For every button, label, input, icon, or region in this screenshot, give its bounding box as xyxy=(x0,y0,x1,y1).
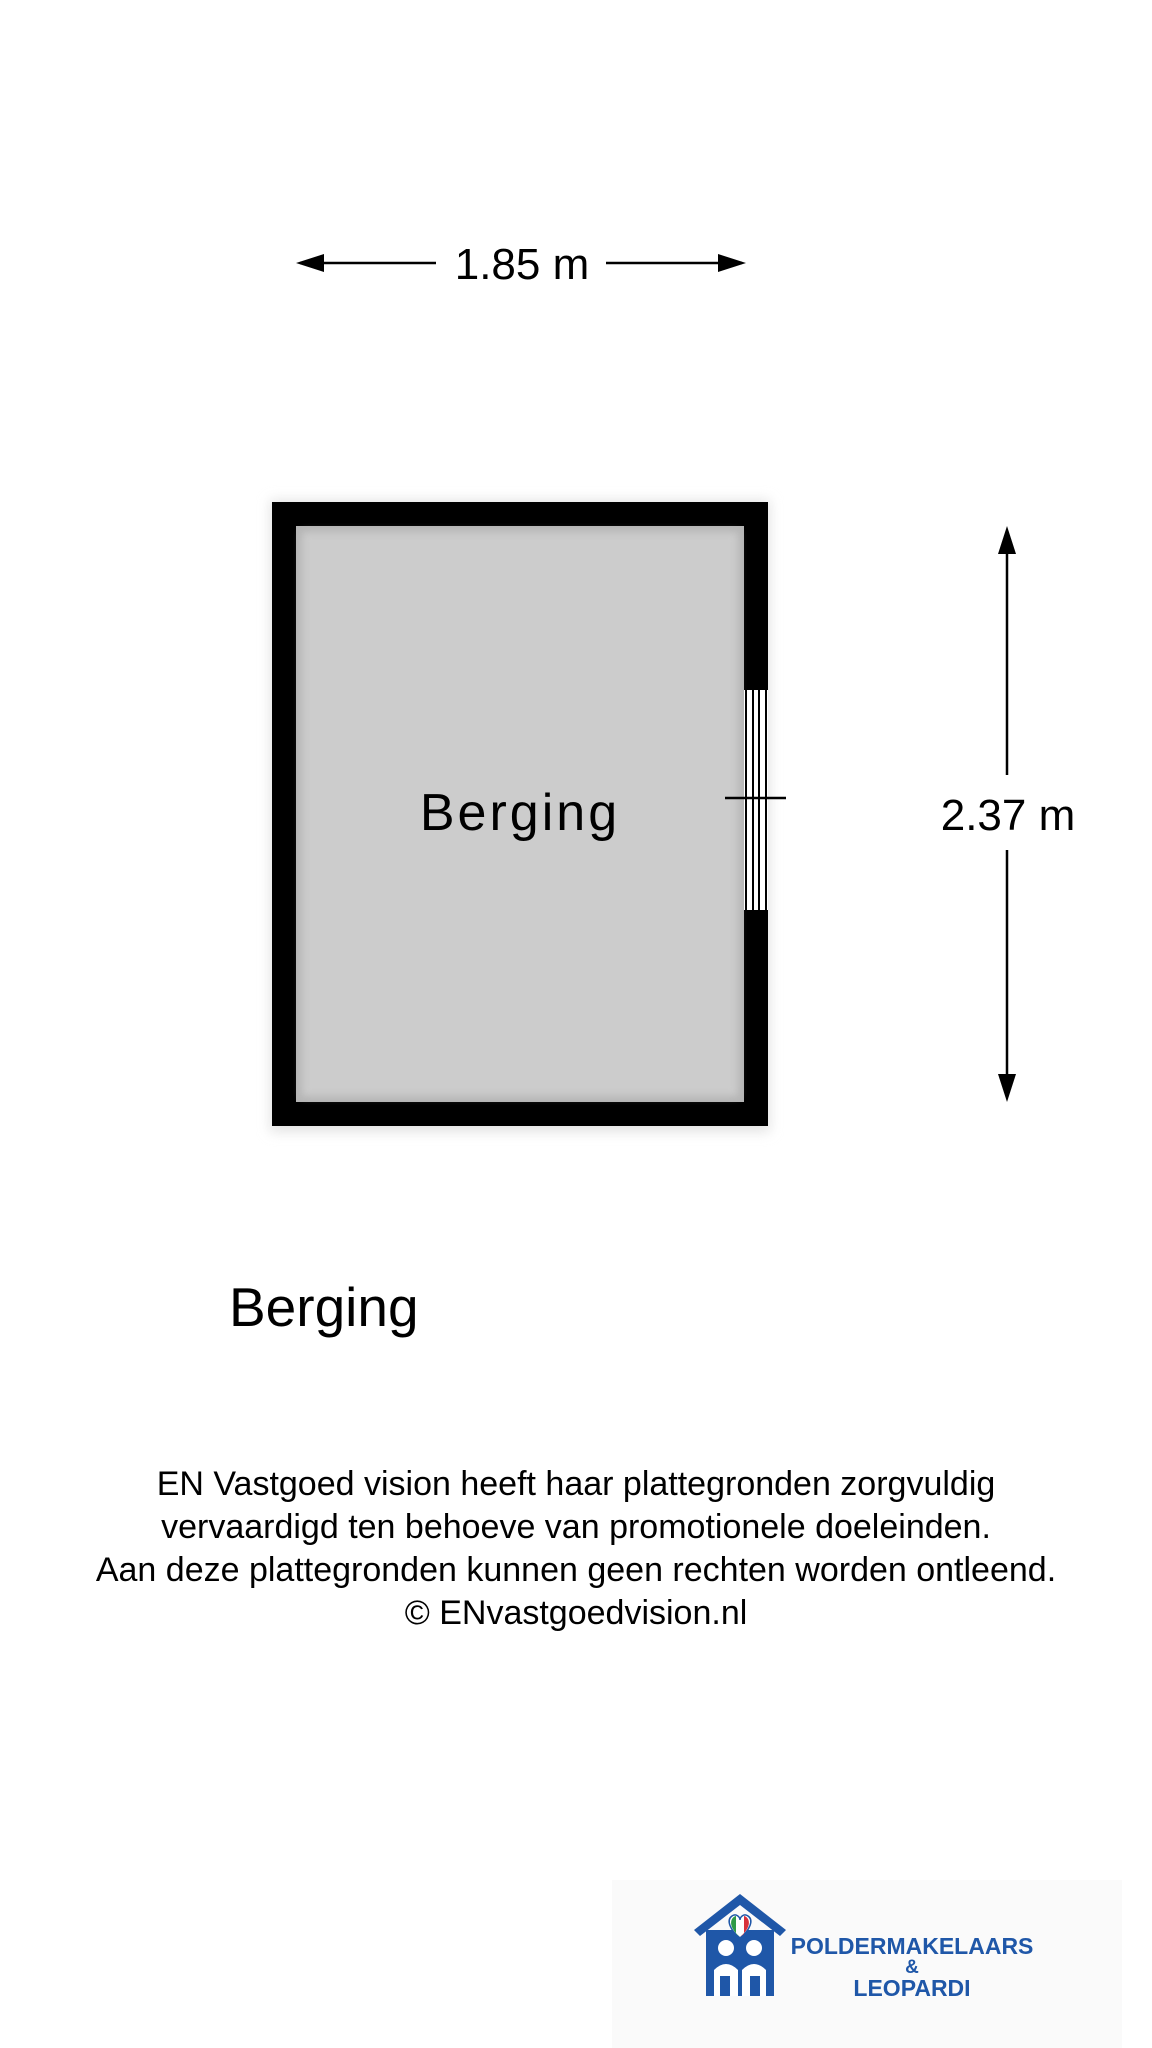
height-dimension xyxy=(941,526,1076,1102)
width-dimension-label: 1.85 m xyxy=(454,240,590,289)
disclaimer-line: Aan deze plattegronden kunnen geen rechten worden ontleend. xyxy=(95,1551,1057,1589)
copyright-line: © ENvastgoedvision.nl xyxy=(404,1594,748,1632)
width-arrow-right-icon xyxy=(718,254,746,272)
logo-line-2: & xyxy=(905,1957,919,1978)
disclaimer-line: vervaardigd ten behoeve van promotionele doeleinden. xyxy=(161,1508,991,1546)
height-dimension-label: 2.37 m xyxy=(940,791,1076,840)
window-gap xyxy=(744,690,768,910)
disclaimer xyxy=(0,1463,1152,1635)
logo-line-3: LEOPARDI xyxy=(853,1975,971,2001)
room-label: Berging xyxy=(419,784,621,842)
logo-line-1: POLDERMAKELAARS xyxy=(790,1933,1034,1959)
width-arrow-left-icon xyxy=(296,254,324,272)
room-berging xyxy=(272,502,786,1126)
height-arrow-up-icon xyxy=(998,526,1016,554)
logo-wordmark xyxy=(787,1933,1037,2001)
height-arrow-down-icon xyxy=(998,1074,1016,1102)
disclaimer-line: EN Vastgoed vision heeft haar plattegronden zorgvuldig xyxy=(156,1465,996,1503)
house-people-heart-icon xyxy=(690,1890,790,2000)
width-dimension xyxy=(296,240,746,289)
plan-title: Berging xyxy=(229,1276,419,1338)
